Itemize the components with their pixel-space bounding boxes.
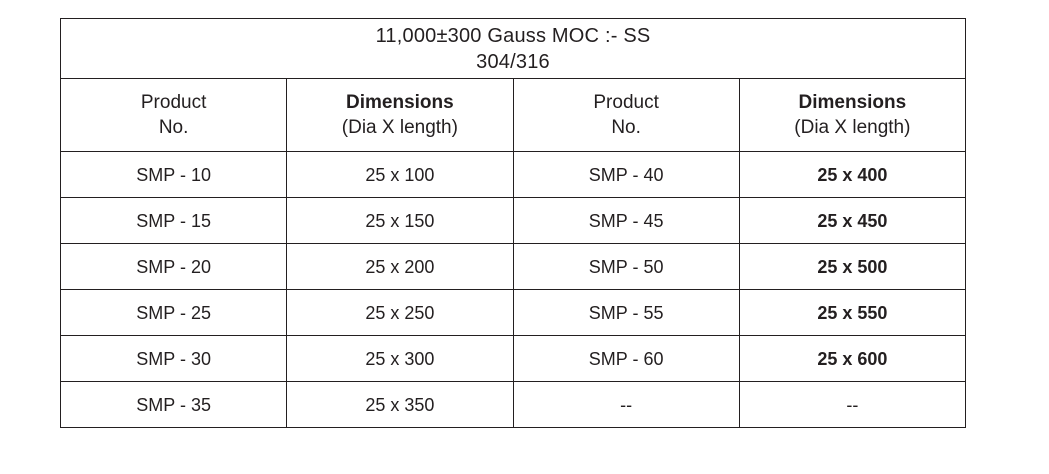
column-header-product-no-left	[61, 79, 287, 152]
cell-product-no-right: SMP - 50	[513, 244, 739, 290]
cell-dimensions-right: 25 x 550	[739, 290, 965, 336]
table-row	[61, 290, 966, 336]
cell-dimensions-right: 25 x 400	[739, 152, 965, 198]
cell-dimensions-left: 25 x 200	[287, 244, 513, 290]
column-header-dimensions-left	[287, 79, 513, 152]
cell-product-no-right: SMP - 40	[513, 152, 739, 198]
cell-dimensions-left: 25 x 150	[287, 198, 513, 244]
column-header-dimensions-right	[739, 79, 965, 152]
cell-dimensions-right: 25 x 600	[739, 336, 965, 382]
column-header-line-1: Product	[140, 92, 207, 113]
table-title-row	[61, 19, 966, 79]
cell-product-no-right: SMP - 45	[513, 198, 739, 244]
cell-product-no-right: --	[513, 382, 739, 428]
table-header-row	[61, 79, 966, 152]
cell-dimensions-right: 25 x 500	[739, 244, 965, 290]
cell-product-no-left: SMP - 15	[61, 198, 287, 244]
table-title-line-1: 11,000±300 Gauss MOC :- SS	[375, 24, 651, 47]
product-specification-table	[60, 18, 966, 428]
table-row	[61, 382, 966, 428]
column-header-product-no-right	[513, 79, 739, 152]
cell-product-no-right: SMP - 60	[513, 336, 739, 382]
cell-dimensions-right: --	[739, 382, 965, 428]
cell-product-no-left: SMP - 10	[61, 152, 287, 198]
table-row	[61, 152, 966, 198]
cell-dimensions-left: 25 x 300	[287, 336, 513, 382]
cell-product-no-left: SMP - 30	[61, 336, 287, 382]
table-row	[61, 244, 966, 290]
cell-product-no-left: SMP - 20	[61, 244, 287, 290]
table-row	[61, 198, 966, 244]
table-title-cell	[61, 19, 966, 79]
cell-dimensions-left: 25 x 250	[287, 290, 513, 336]
cell-product-no-right: SMP - 55	[513, 290, 739, 336]
column-header-line-2: No.	[611, 117, 641, 138]
cell-dimensions-left: 25 x 100	[287, 152, 513, 198]
column-header-line-2: (Dia X length)	[794, 117, 911, 138]
table-title-line-2: 304/316	[476, 50, 550, 73]
cell-dimensions-right: 25 x 450	[739, 198, 965, 244]
column-header-line-1: Dimensions	[798, 92, 907, 113]
column-header-line-2: (Dia X length)	[341, 117, 458, 138]
cell-product-no-left: SMP - 25	[61, 290, 287, 336]
column-header-line-2: No.	[158, 117, 189, 138]
cell-product-no-left: SMP - 35	[61, 382, 287, 428]
table-row	[61, 336, 966, 382]
column-header-line-1: Dimensions	[346, 92, 454, 113]
cell-dimensions-left: 25 x 350	[287, 382, 513, 428]
column-header-line-1: Product	[593, 92, 659, 113]
